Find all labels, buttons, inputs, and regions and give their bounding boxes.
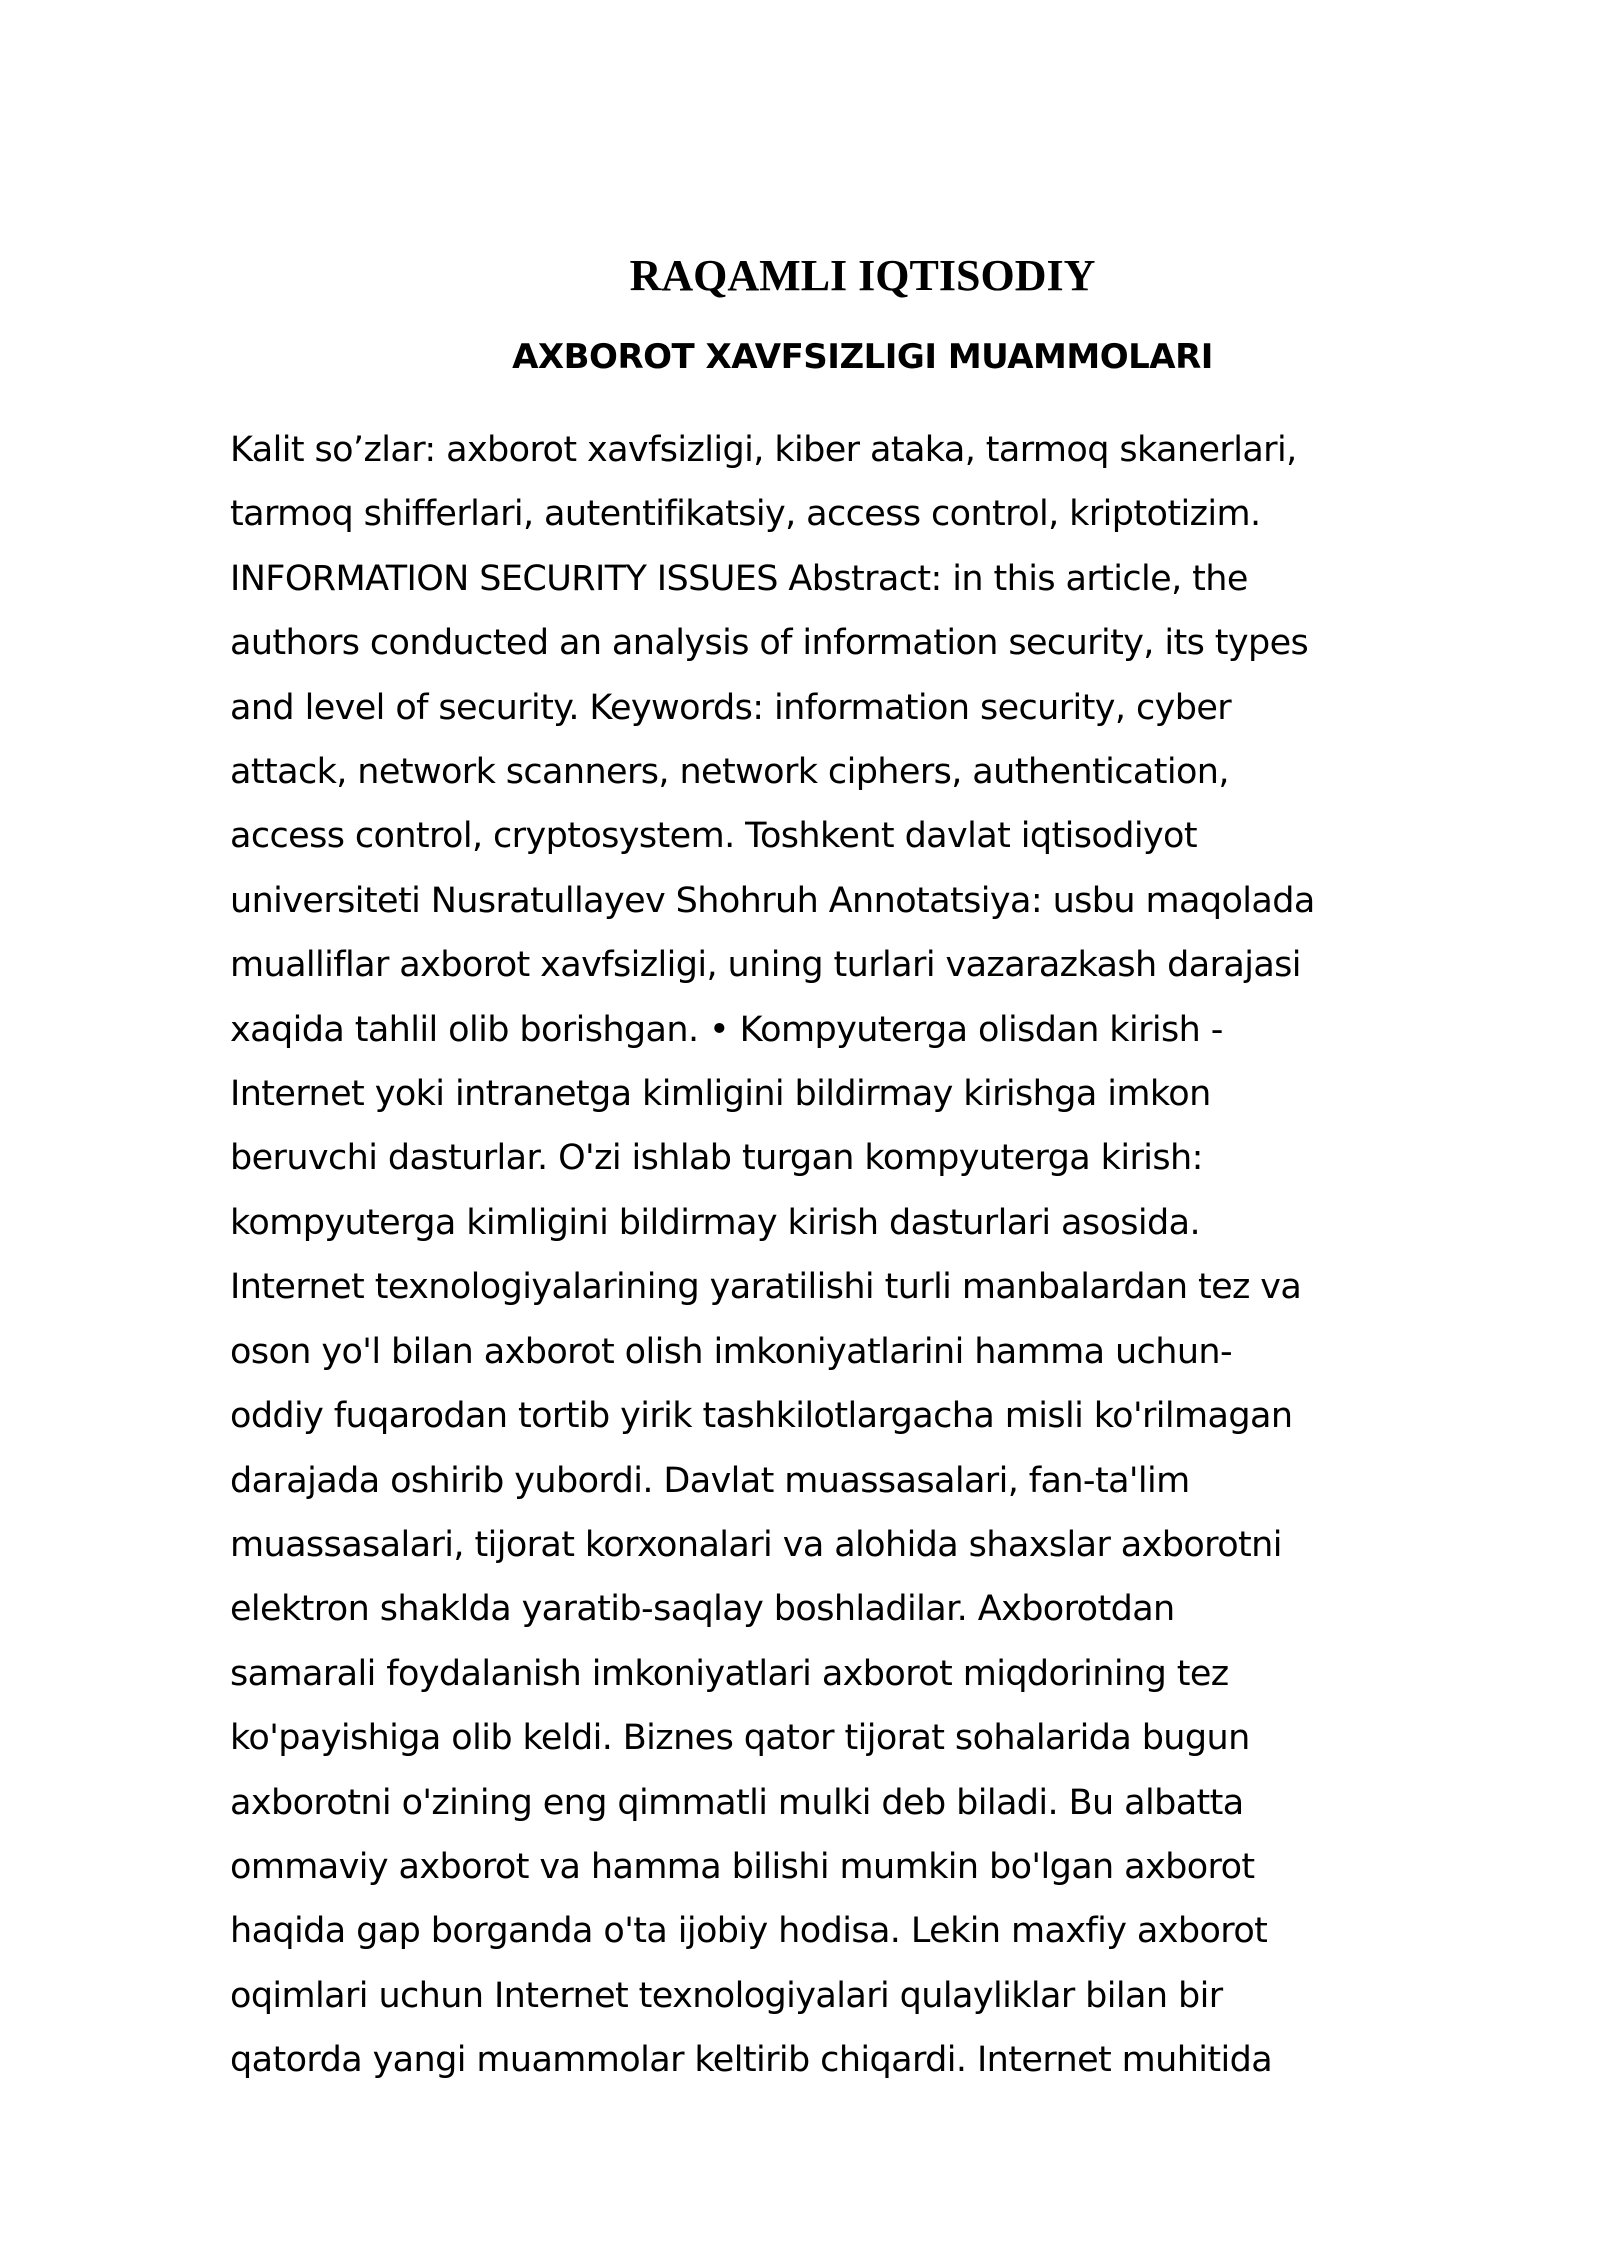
body-line: darajada oshirib yubordi. Davlat muassasalari, fan-ta'lim xyxy=(230,1460,1190,1501)
body-line: tarmoq shifferlari, autentifikatsiy, access control, kriptotizim. xyxy=(230,494,1261,535)
document-body xyxy=(230,418,1505,2093)
body-line: oqimlari uchun Internet texnologiyalari qulayliklar bilan bir xyxy=(230,1975,1223,2016)
body-line: beruvchi dasturlar. O'zi ishlab turgan kompyuterga kirish: xyxy=(230,1138,1203,1179)
document-subtitle: AXBOROT XAVFSIZLIGI MUAMMOLARI xyxy=(512,337,1213,377)
body-line: ommaviy axborot va hamma bilishi mumkin bo'lgan axborot xyxy=(230,1846,1255,1887)
body-line: haqida gap borganda o'ta ijobiy hodisa. Lekin maxfiy axborot xyxy=(230,1911,1268,1952)
body-line: axborotni o'zining eng qimmatli mulki deb biladi. Bu albatta xyxy=(230,1782,1244,1823)
body-line: oddiy fuqarodan tortib yirik tashkilotlargacha misli ko'rilmagan xyxy=(230,1396,1293,1437)
body-line: muassasalari, tijorat korxonalari va alohida shaxslar axborotni xyxy=(230,1524,1282,1565)
body-line: universiteti Nusratullayev Shohruh Annotatsiya: usbu maqolada xyxy=(230,880,1315,921)
body-line: elektron shaklda yaratib-saqlay boshladilar. Axborotdan xyxy=(230,1589,1175,1630)
body-line: Kalit so’zlar: axborot xavfsizligi, kiber ataka, tarmoq skanerlari, xyxy=(230,430,1297,470)
body-line: oson yo'l bilan axborot olish imkoniyatlarini hamma uchun- xyxy=(230,1331,1233,1372)
body-line: qatorda yangi muammolar keltirib chiqardi. Internet muhitida xyxy=(230,2040,1273,2081)
body-line: attack, network scanners, network ciphers, authentication, xyxy=(230,752,1229,793)
body-line: access control, cryptosystem. Toshkent davlat iqtisodiyot xyxy=(230,816,1197,857)
body-line: authors conducted an analysis of information security, its types xyxy=(230,623,1309,664)
body-line: Internet texnologiyalarining yaratilishi turli manbalardan tez va xyxy=(230,1267,1302,1308)
document-title: RAQAMLI IQTISODIY xyxy=(629,251,1096,300)
body-line: xaqida tahlil olib borishgan. • Kompyuterga olisdan kirish - xyxy=(230,1009,1223,1050)
body-line: samarali foydalanish imkoniyatlari axborot miqdorining tez xyxy=(230,1653,1229,1694)
body-line: kompyuterga kimligini bildirmay kirish dasturlari asosida. xyxy=(230,1202,1201,1243)
body-line: ko'payishiga olib keldi. Biznes qator tijorat sohalarida bugun xyxy=(230,1718,1250,1759)
body-line: and level of security. Keywords: information security, cyber xyxy=(230,687,1232,728)
body-line: INFORMATION SECURITY ISSUES Abstract: in this article, the xyxy=(230,558,1248,599)
body-line: Internet yoki intranetga kimligini bildirmay kirishga imkon xyxy=(230,1074,1211,1115)
body-line: mualliflar axborot xavfsizligi, uning turlari vazarazkash darajasi xyxy=(230,945,1301,986)
